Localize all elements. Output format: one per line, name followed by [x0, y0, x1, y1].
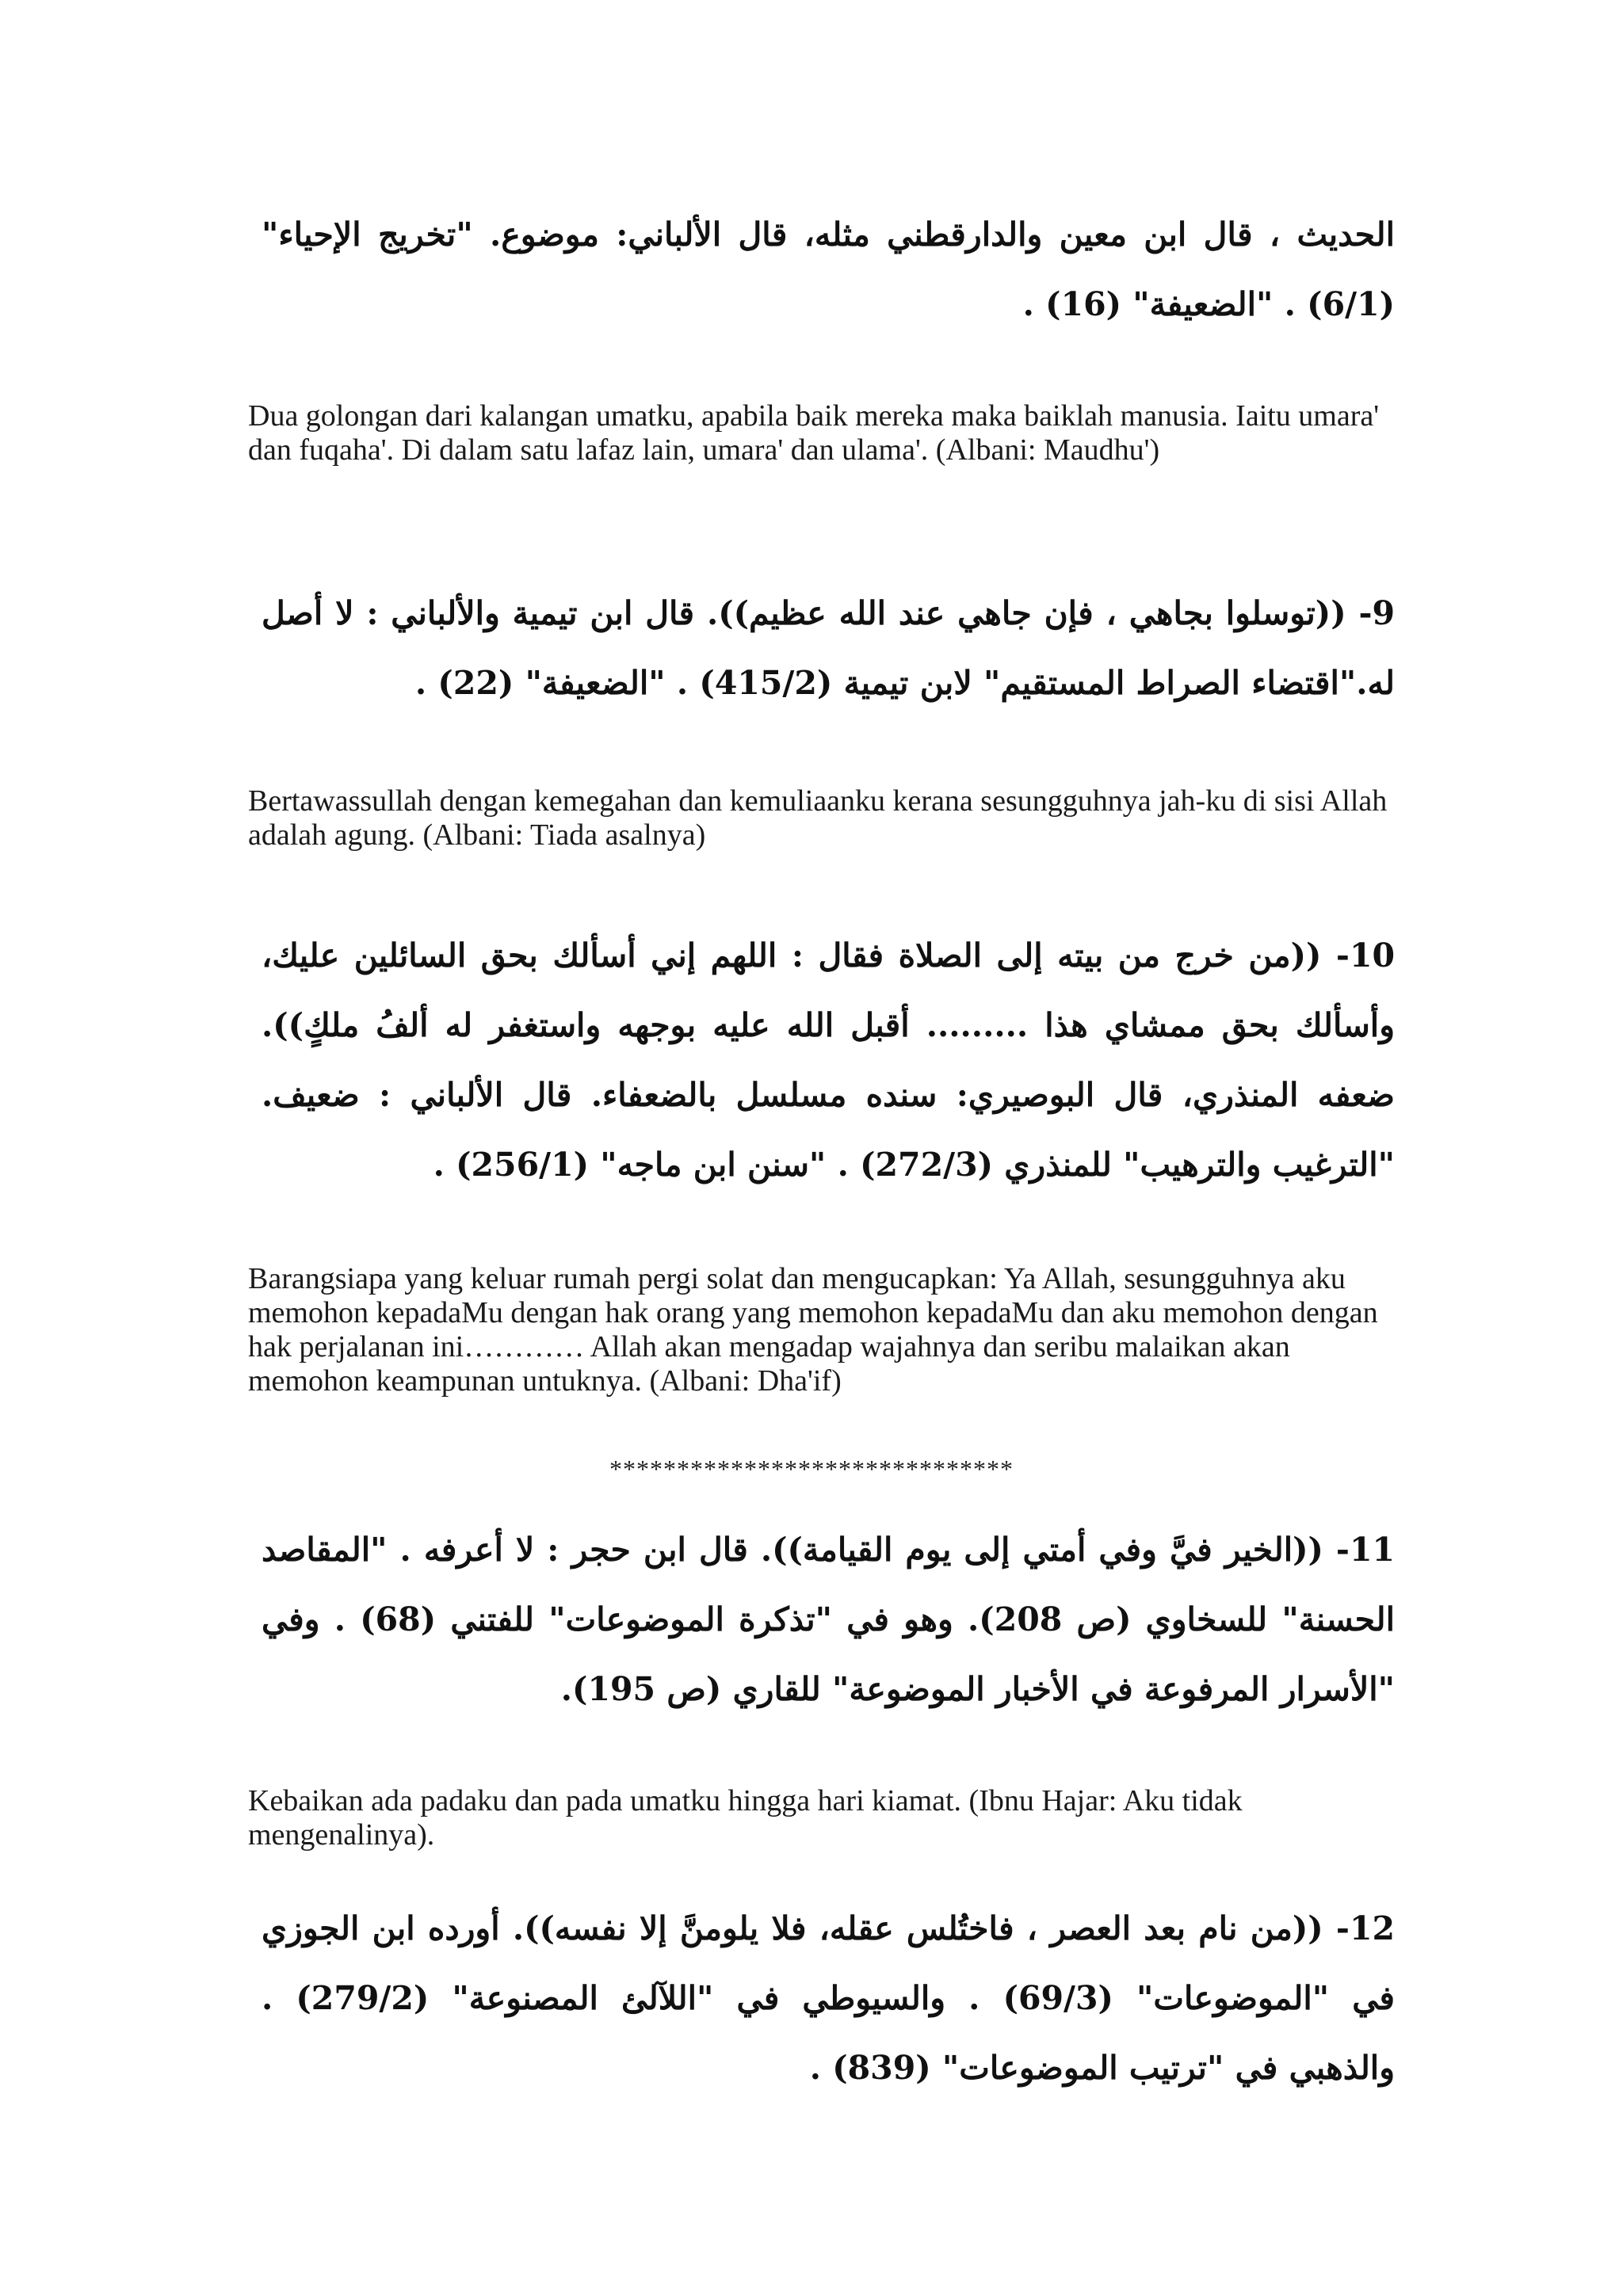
malay-translation-entry-11: Kebaikan ada padaku dan pada umatku hingga hari kiamat. (Ibnu Hajar: Aku tidak mengenalinya). — [248, 1784, 1243, 1852]
malay-translation-entry-9: Bertawassullah dengan kemegahan dan kemuliaanku kerana sesungguhnya jah-ku di sisi Allah adalah agung. (Albani: Tiada asalnya) — [248, 784, 1388, 852]
arabic-text-entry-10: 10- ((من خرج من بيته إلى الصلاة فقال : اللهم إني أسألك بحق السائلين عليك، وأسألك بحق ممشاي هذا ......... أقبل الله عليه بوجهه واستغفر له ألفُ ملكٍ)). ضعفه المنذري، قال البوصيري: سنده مسلسل بالضعفاء. قال الألباني : ضعيف. "الترغيب والترهيب" للمنذري (272/3) . "سنن ابن ماجه" (256/1) . — [262, 936, 1395, 1184]
arabic-text-entry-8-end: الحديث ، قال ابن معين والدارقطني مثله، قال الألباني: موضوع. "تخريج الإحياء" (6/1) . "الضعيفة" (16) . — [262, 215, 1395, 323]
section-separator: ****************************** — [609, 1455, 1014, 1483]
malay-translation-entry-10: Barangsiapa yang keluar rumah pergi solat dan mengucapkan: Ya Allah, sesungguhnya aku memohon kepadaMu dengan hak orang yang memohon kepadaMu dan aku memohon dengan hak perjalanan ini………… Allah akan mengadap wajahnya dan seribu malaikan akan memohon keampunan untuknya. (Albani: Dha'if) — [248, 1262, 1378, 1398]
arabic-text-entry-12: 12- ((من نام بعد العصر ، فاختُلس عقله، فلا يلومنَّ إلا نفسه)). أورده ابن الجوزي في "الموضوعات" (69/3) . والسيوطي في "اللآلئ المصنوعة" (279/2) . والذهبي في "ترتيب الموضوعات" (839) . — [262, 1909, 1395, 2087]
malay-translation-entry-8: Dua golongan dari kalangan umatku, apabila baik mereka maka baiklah manusia. Iaitu umara' dan fuqaha'. Di dalam satu lafaz lain, umara' dan ulama'. (Albani: Maudhu') — [248, 399, 1380, 467]
arabic-text-entry-11: 11- ((الخير فيَّ وفي أمتي إلى يوم القيامة)). قال ابن حجر : لا أعرفه . "المقاصد الحسنة" للسخاوي (ص 208). وهو في "تذكرة الموضوعات" للفتني (68) . وفي "الأسرار المرفوعة في الأخبار الموضوعة" للقاري (ص 195). — [262, 1531, 1396, 1708]
arabic-text-entry-9: 9- ((توسلوا بجاهي ، فإن جاهي عند الله عظيم)). قال ابن تيمية والألباني : لا أصل له."اقتضاء الصراط المستقيم" لابن تيمية (415/2) . "الضعيفة" (22) . — [262, 594, 1395, 702]
